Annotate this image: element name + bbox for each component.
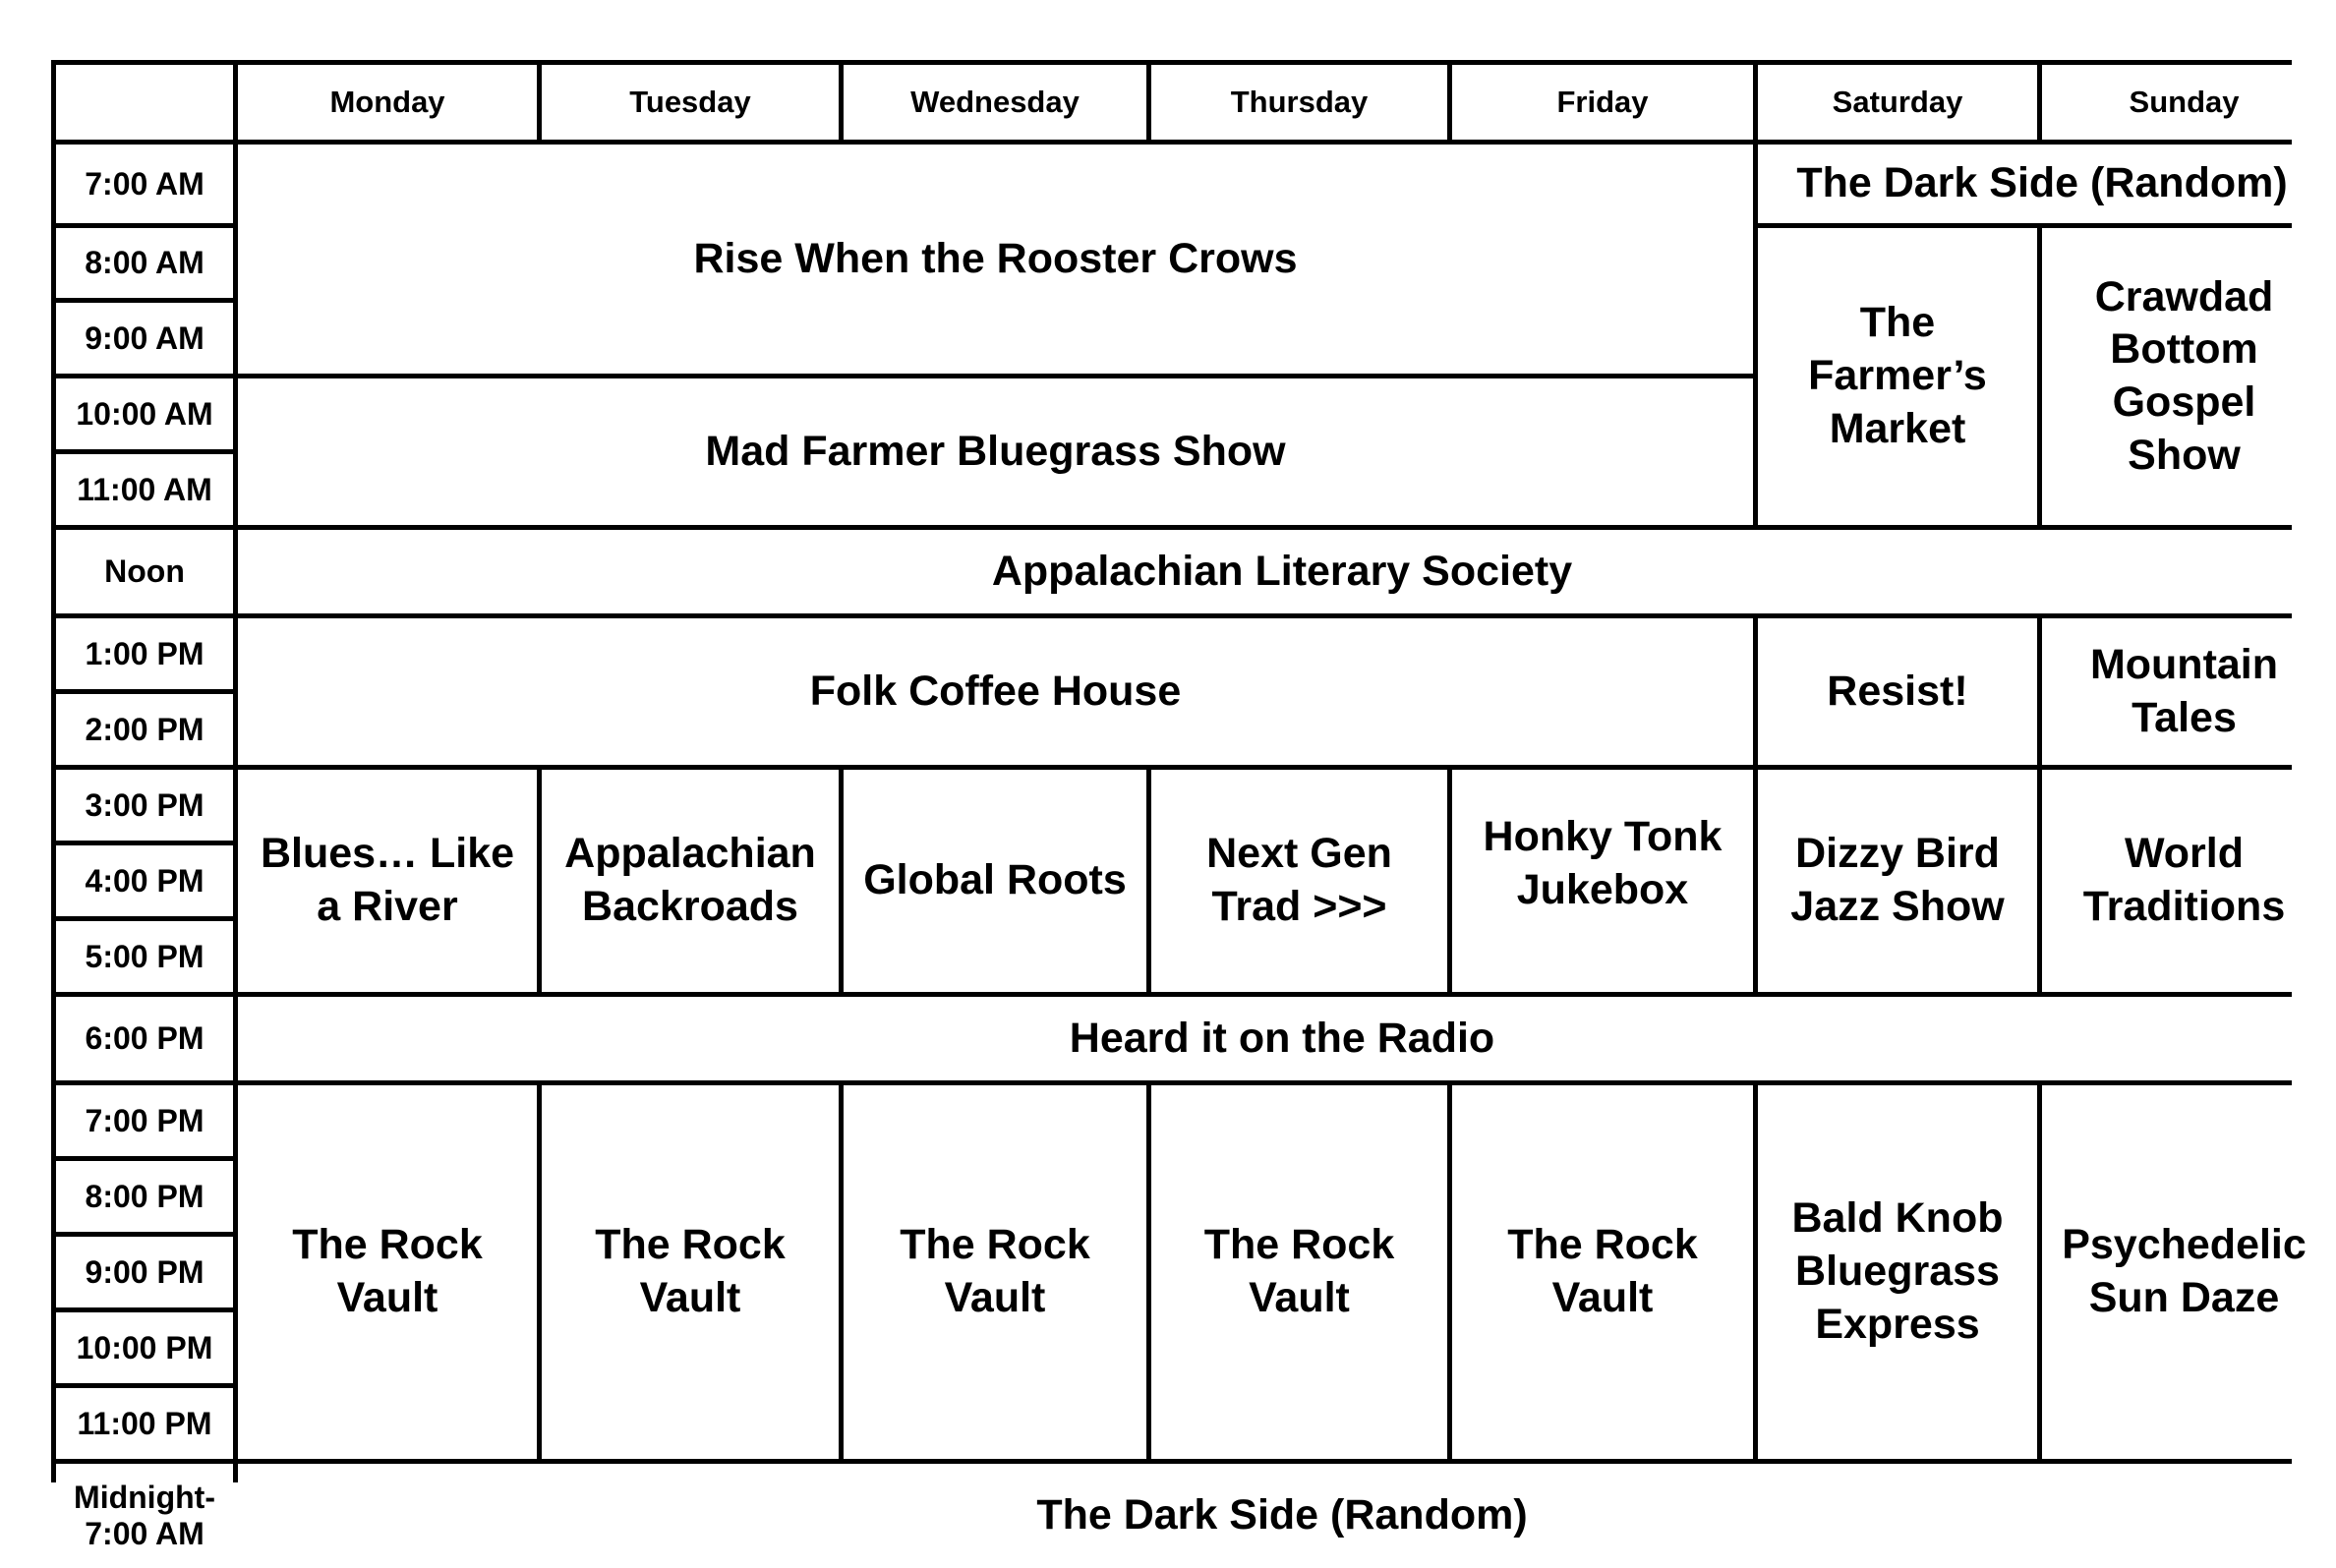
time-label-1pm: 1:00 PM xyxy=(56,618,233,689)
show-the-rock-vault-friday: The Rock Vault xyxy=(1452,1085,1753,1459)
show-mountain-tales: Mountain Tales xyxy=(2042,618,2326,765)
time-label-4pm: 4:00 PM xyxy=(56,845,233,916)
show-next-gen-trad: Next Gen Trad >>> xyxy=(1151,770,1447,992)
show-heard-it-on-the-radio: Heard it on the Radio xyxy=(238,997,2326,1080)
show-global-roots: Global Roots xyxy=(844,770,1146,992)
day-header-friday: Friday xyxy=(1452,65,1753,140)
time-label-9pm: 9:00 PM xyxy=(56,1237,233,1307)
show-the-rock-vault-tuesday: The Rock Vault xyxy=(542,1085,839,1459)
show-psychedelic-sun-daze: Psychedelic Sun Daze xyxy=(2042,1085,2326,1459)
time-label-noon: Noon xyxy=(56,530,233,613)
time-label-7am: 7:00 AM xyxy=(56,145,233,223)
time-label-10pm: 10:00 PM xyxy=(56,1312,233,1383)
show-blues-like-a-river: Blues… Like a River xyxy=(238,770,537,992)
show-the-dark-side-overnight: The Dark Side (Random) xyxy=(238,1464,2326,1568)
show-appalachian-backroads: Appalachian Backroads xyxy=(542,770,839,992)
day-header-wednesday: Wednesday xyxy=(844,65,1146,140)
time-label-6pm: 6:00 PM xyxy=(56,997,233,1080)
show-the-rock-vault-thursday: The Rock Vault xyxy=(1151,1085,1447,1459)
show-bald-knob-bluegrass-express: Bald Knob Bluegrass Express xyxy=(1758,1085,2037,1459)
show-resist: Resist! xyxy=(1758,618,2037,765)
show-world-traditions: World Traditions xyxy=(2042,770,2326,992)
time-label-11pm: 11:00 PM xyxy=(56,1388,233,1459)
time-label-11am: 11:00 AM xyxy=(56,454,233,525)
show-dizzy-bird-jazz-show: Dizzy Bird Jazz Show xyxy=(1758,770,2037,992)
schedule-grid xyxy=(51,60,2307,1551)
time-label-8pm: 8:00 PM xyxy=(56,1161,233,1232)
show-crawdad-bottom-gospel-show: Crawdad Bottom Gospel Show xyxy=(2042,228,2326,525)
show-folk-coffee-house: Folk Coffee House xyxy=(238,618,1753,765)
show-the-rock-vault-monday: The Rock Vault xyxy=(238,1085,537,1459)
time-label-9am: 9:00 AM xyxy=(56,303,233,374)
time-label-midnight: Midnight- 7:00 AM xyxy=(56,1464,233,1568)
show-the-dark-side-weekend-morning: The Dark Side (Random) xyxy=(1758,145,2326,223)
day-header-monday: Monday xyxy=(238,65,537,140)
time-label-5pm: 5:00 PM xyxy=(56,921,233,992)
day-header-sunday: Sunday xyxy=(2042,65,2326,140)
show-the-rock-vault-wednesday: The Rock Vault xyxy=(844,1085,1146,1459)
show-rise-when-the-rooster-crows: Rise When the Rooster Crows xyxy=(238,145,1753,374)
time-label-7pm: 7:00 PM xyxy=(56,1085,233,1156)
corner-cell xyxy=(56,65,233,140)
day-header-saturday: Saturday xyxy=(1758,65,2037,140)
show-appalachian-literary-society: Appalachian Literary Society xyxy=(238,530,2326,613)
show-honky-tonk-jukebox: Honky Tonk Jukebox xyxy=(1452,770,1753,992)
show-mad-farmer-bluegrass-show: Mad Farmer Bluegrass Show xyxy=(238,378,1753,525)
time-label-10am: 10:00 AM xyxy=(56,378,233,449)
day-header-thursday: Thursday xyxy=(1151,65,1447,140)
time-label-8am: 8:00 AM xyxy=(56,228,233,298)
time-label-3pm: 3:00 PM xyxy=(56,770,233,841)
show-the-farmers-market: The Farmer’s Market xyxy=(1758,228,2037,525)
day-header-tuesday: Tuesday xyxy=(542,65,839,140)
time-label-2pm: 2:00 PM xyxy=(56,694,233,765)
